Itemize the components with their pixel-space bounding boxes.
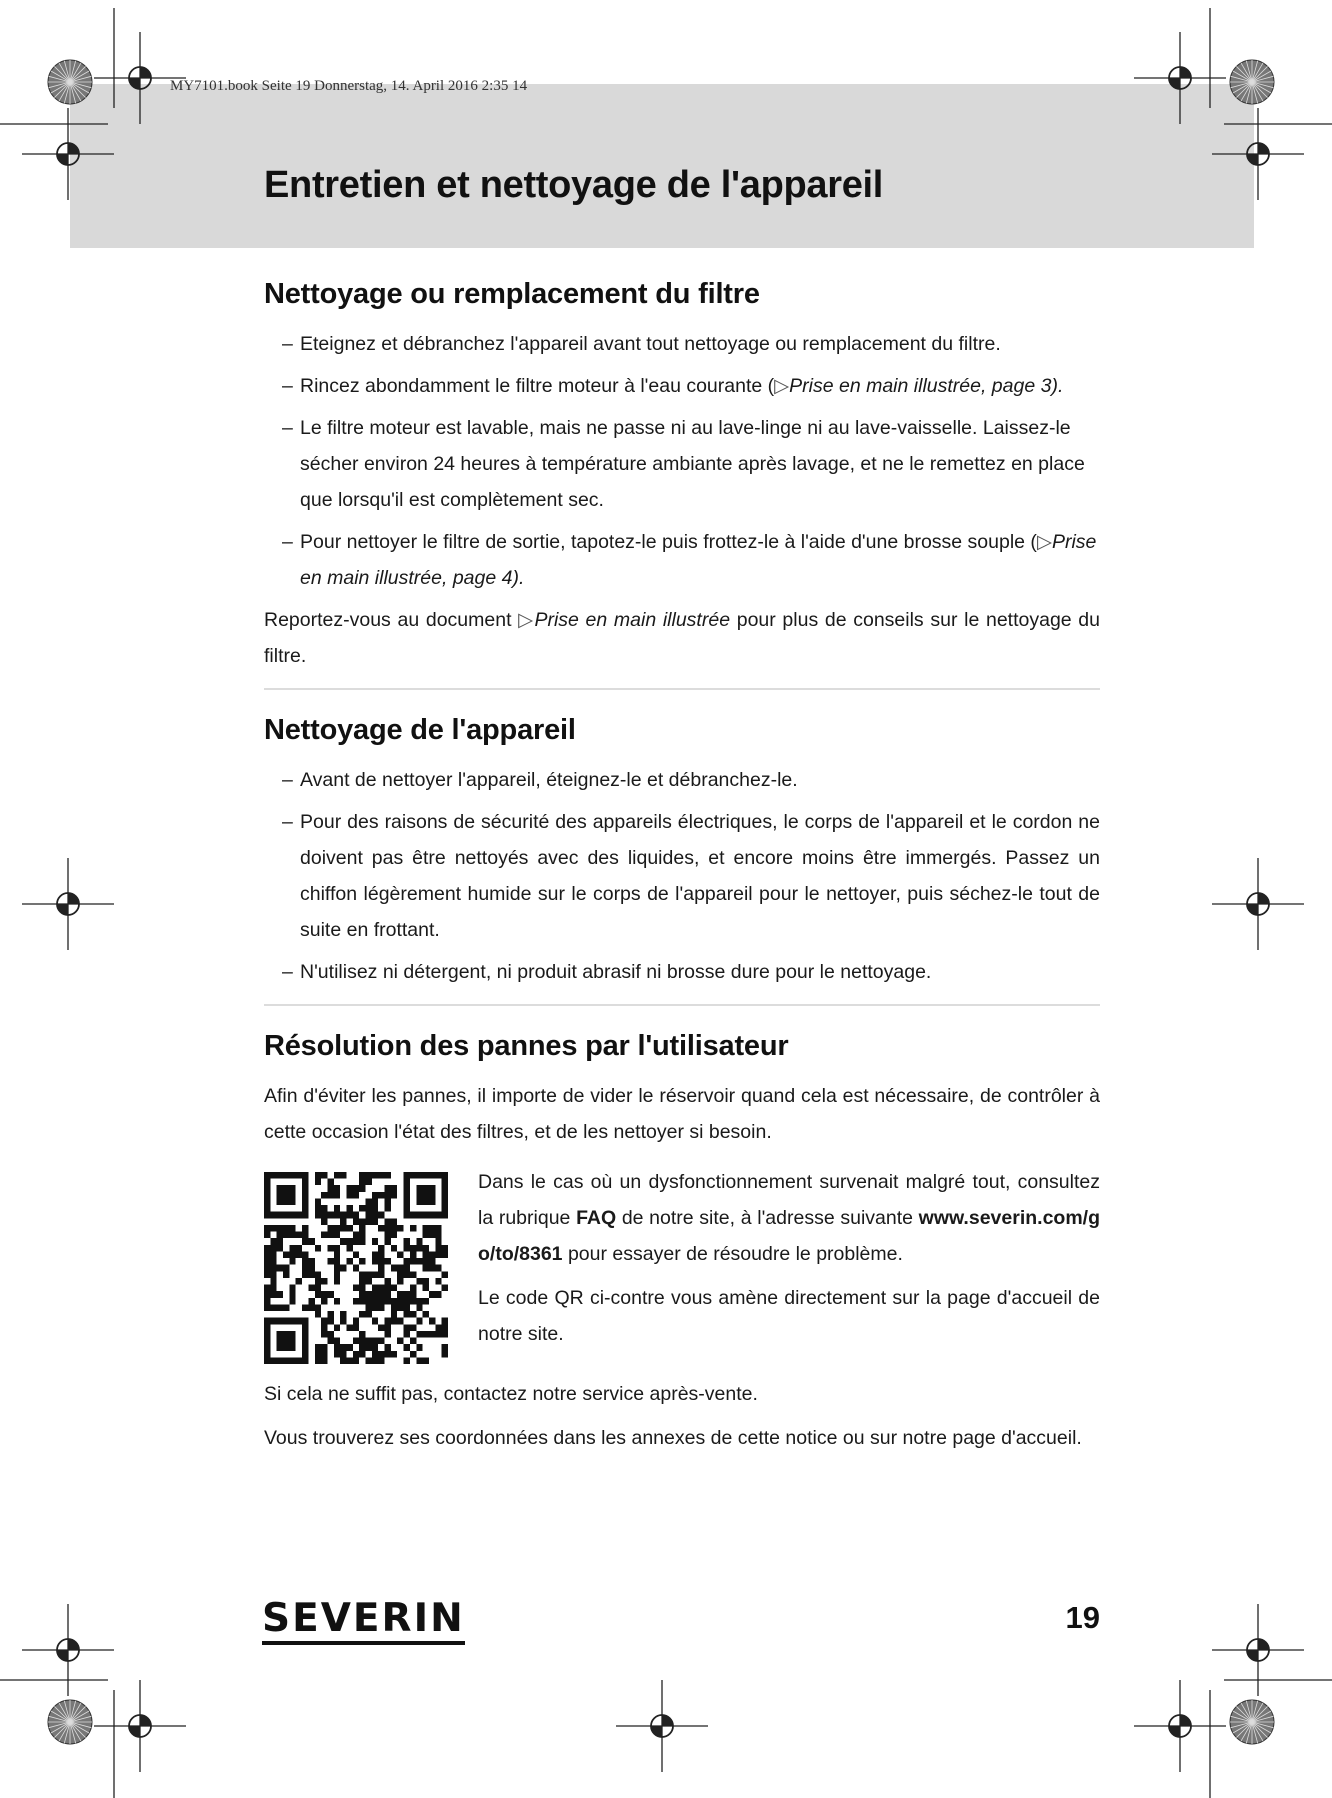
page-number: 19 [1065,1600,1100,1635]
section-title-troubleshooting: Résolution des pannes par l'utilisateur [264,1030,789,1062]
registration-mark-icon [94,1680,186,1772]
registration-mark-icon [1212,1604,1304,1696]
reference-arrow-icon: ▷ [1036,531,1052,553]
registration-mark-icon [616,1680,708,1772]
qr-block [264,1164,1100,1364]
reference-arrow-icon: ▷ [774,375,790,397]
list-item: – Eteignez et débranchez l'appareil avant tout nettoyage ou remplacement du filtre. [282,333,1001,355]
registration-mark-icon [22,1604,114,1696]
list-item: – Pour des raisons de sécurité des appareils électriques, le corps de l'appareil et le cordon ne doivent pas être nettoyés avec des liquides, et encore moins être immergés. Passez un chiffon légèrement humide sur le corps de l'appareil pour le nettoyer, puis séchez-le tout de suite en frottant. [282,811,1100,941]
troubleshooting-outro-1: Si cela ne suffit pas, contactez notre service après-vente. [264,1383,758,1405]
section-divider [264,688,1100,690]
troubleshooting-outro-2: Vous trouverez ses coordonnées dans les annexes de cette notice ou sur notre page d'accueil. [264,1427,1082,1449]
qr-paragraph: Le code QR ci-contre vous amène directement sur la page d'accueil de notre site. [478,1287,1100,1345]
section-title-filter: Nettoyage ou remplacement du filtre [264,278,760,310]
star-target-icon [1230,1700,1274,1744]
troubleshooting-intro: Afin d'éviter les pannes, il importe de vider le réservoir quand cela est nécessaire, de contrôler à cette occasion l'état des filtres, et de les nettoyer si besoin. [264,1085,1100,1143]
faq-paragraph: Dans le cas où un dysfonctionnement survenait malgré tout, consultez la rubrique FAQ de notre site, à l'adresse suivante www.severin.com/go/to/8361 pour essayer de résoudre le problème. [478,1171,1100,1265]
qr-description [478,1164,1100,1360]
section-divider [264,1004,1100,1006]
registration-mark-icon [1134,1680,1226,1772]
support-url[interactable]: www.severin.com/go/to/8361 [478,1207,1100,1265]
section-title-device: Nettoyage de l'appareil [264,714,576,746]
filter-note: Reportez-vous au document ▷Prise en main illustrée pour plus de conseils sur le nettoyage du filtre. [264,609,1100,667]
cross-reference: Prise en main illustrée, page 3 [789,375,1052,397]
list-item: – Rincez abondamment le filtre moteur à l'eau courante (▷Prise en main illustrée, page 3). [282,375,1064,397]
cross-reference: Prise en main illustrée [534,609,731,631]
qr-code-graphic [264,1172,448,1364]
registration-mark-icon [1212,858,1304,950]
main-content [264,276,1100,1462]
cross-reference: Prise en main illustrée, page 4 [300,531,1097,589]
print-info: MY7101.book Seite 19 Donnerstag, 14. April 2016 2:35 14 [170,78,528,94]
star-target-icon [48,1700,92,1744]
list-item: – Avant de nettoyer l'appareil, éteignez-le et débranchez-le. [282,769,798,791]
list-item: – N'utilisez ni détergent, ni produit abrasif ni brosse dure pour le nettoyage. [282,961,932,983]
qr-code-icon [264,1172,448,1364]
registration-mark-icon [22,858,114,950]
chapter-title: Entretien et nettoyage de l'appareil [264,164,884,206]
reference-arrow-icon: ▷ [518,609,535,631]
list-item: – Pour nettoyer le filtre de sortie, tapotez-le puis frottez-le à l'aide d'une brosse souple (▷Prise en main illustrée, page 4). [282,531,1097,589]
list-item: – Le filtre moteur est lavable, mais ne passe ni au lave-linge ni au lave-vaisselle. Laissez-le sécher environ 24 heures à température ambiante après lavage, et ne le remettez en place que lorsqu'il est complètement sec. [282,417,1085,511]
severin-logo: SEVERIN [262,1598,465,1645]
faq-label: FAQ [576,1207,617,1229]
